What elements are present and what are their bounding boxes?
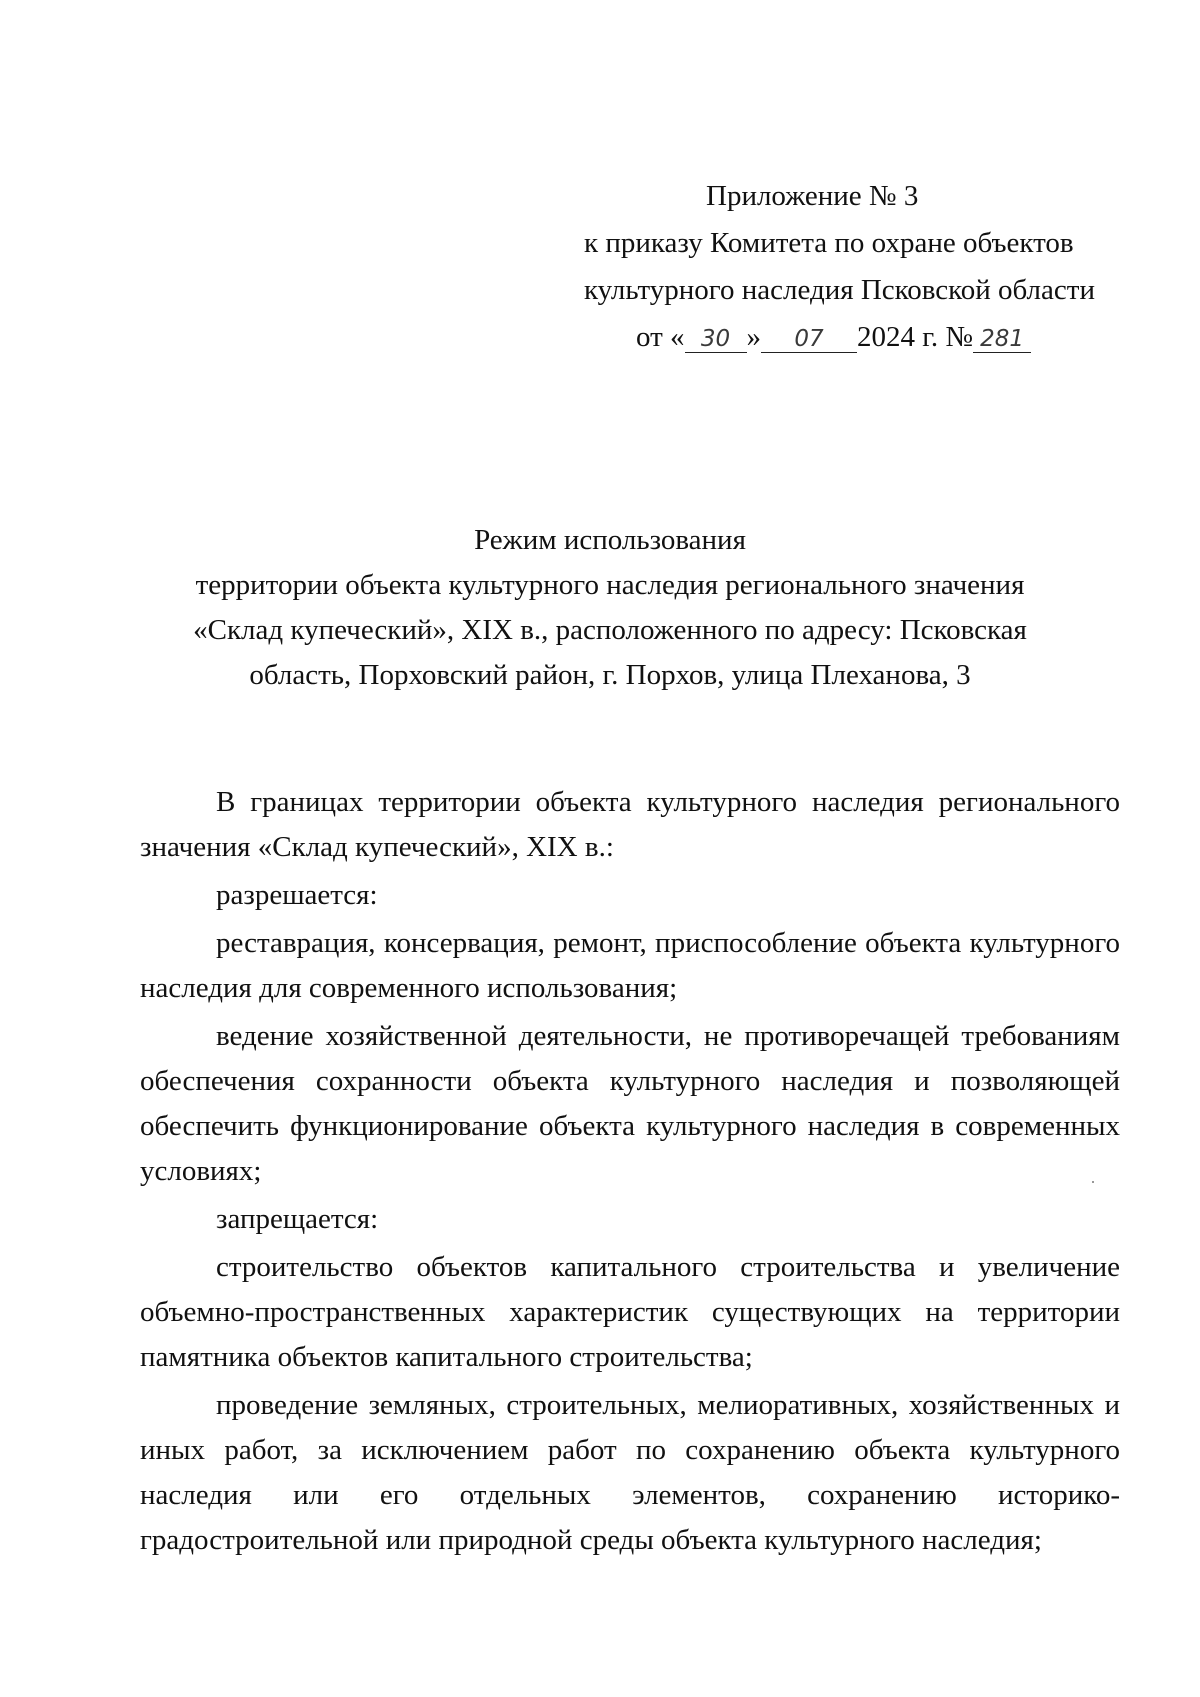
handwritten-order-number: 281 [973,326,1031,353]
allowed-item-1: реставрация, консервация, ремонт, приспособление объекта культурного наследия для современного использования; [140,927,1120,1004]
allowed-item-2: ведение хозяйственной деятельности, не противоречащей требованиям обеспечения сохранности объекта культурного наследия и позволяющей обеспечить функционирование объекта культурного наследия в современных условиях; [140,1020,1120,1187]
document-body [140,780,1120,1563]
forbidden-item-1: строительство объектов капитального строительства и увеличение объемно-пространственных характеристик существующих на территории памятника объектов капитального строительства; [140,1251,1120,1373]
attachment-number: Приложение № 3 [706,180,919,212]
forbidden-label: запрещается: [216,1203,379,1235]
title-line-3: «Склад купеческий», XIX в., расположенного по адресу: Псковская [193,614,1027,646]
date-year-and-number-label: 2024 г. № [857,321,974,353]
date-prefix: от « [636,321,685,353]
handwritten-month: 07 [761,326,857,353]
date-mid-quote: » [746,321,762,353]
title-line-2: территории объекта культурного наследия регионального значения [195,569,1025,601]
order-reference-line1: к приказу Комитета по охране объектов [584,227,1074,259]
order-date-line [560,314,1130,361]
intro-paragraph: В границах территории объекта культурного наследия регионального значения «Склад купеческий», XIX в.: [140,786,1120,863]
handwritten-day: 30 [685,326,747,353]
order-reference-line2: культурного наследия Псковской области [584,274,1095,306]
scan-speck [1092,1181,1094,1183]
title-line-1: Режим использования [474,524,746,556]
document-title [140,518,1080,698]
title-line-4: область, Порховский район, г. Порхов, улица Плеханова, 3 [249,659,971,691]
allowed-label: разрешается: [216,879,378,911]
forbidden-item-2: проведение земляных, строительных, мелиоративных, хозяйственных и иных работ, за исключением работ по сохранению объекта культурного наследия или его отдельных элементов, сохранению историко-градостроительной или природной среды объекта культурного наследия; [140,1389,1120,1556]
attachment-header [560,173,1130,361]
